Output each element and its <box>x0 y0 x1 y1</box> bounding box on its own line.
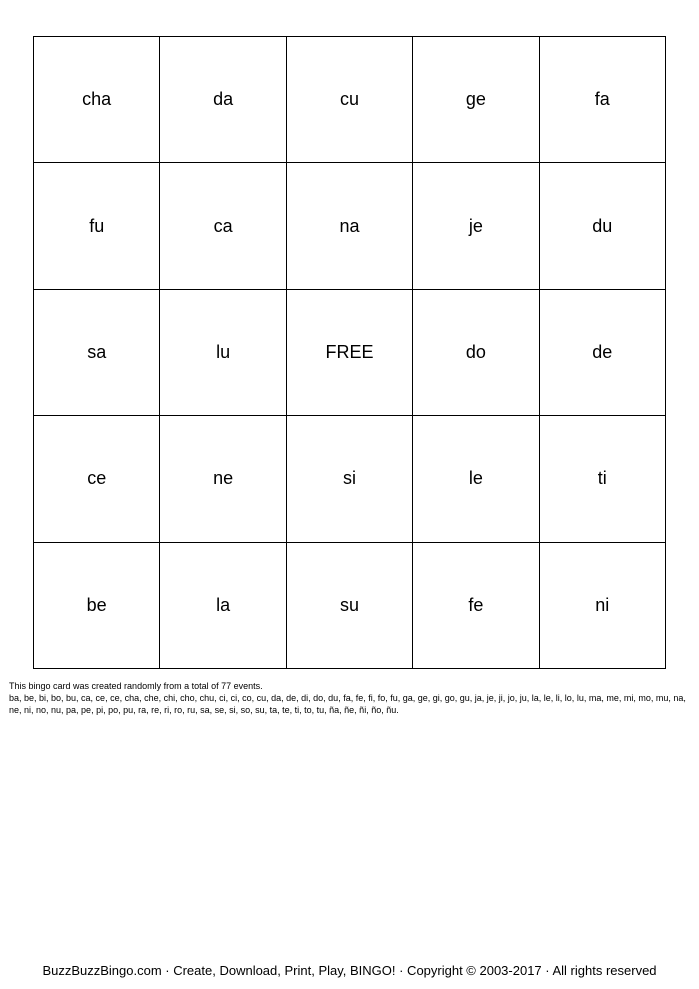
bingo-cell: si <box>287 416 413 542</box>
bingo-cell: du <box>540 163 666 289</box>
bingo-cell: ne <box>160 416 286 542</box>
bingo-cell: fe <box>413 543 539 669</box>
bingo-grid <box>33 36 666 669</box>
bingo-cell: la <box>160 543 286 669</box>
bingo-cell: be <box>34 543 160 669</box>
bingo-cell: ti <box>540 416 666 542</box>
bingo-cell-free: FREE <box>287 290 413 416</box>
bingo-cell: fu <box>34 163 160 289</box>
bingo-cell: ni <box>540 543 666 669</box>
bingo-cell: sa <box>34 290 160 416</box>
bingo-cell: je <box>413 163 539 289</box>
bingo-cell: ge <box>413 37 539 163</box>
card-info-events: ba, be, bi, bo, bu, ca, ce, ce, cha, che, chi, cho, chu, ci, ci, co, cu, da, de, di, do, du, fa, fe, fi, fo, fu, ga, ge, gi, go, gu, ja, je, ji, jo, ju, la, le, li, lo, lu, ma, me, mi, mo, mu, na, ne, ni, no, nu, pa, pe, pi, po, pu, ra, re, ri, ro, ru, sa, se, si, so, su, ta, te, ti, to, tu, ña, ñe, ñi, ño, ñu. <box>9 693 686 715</box>
bingo-cell: na <box>287 163 413 289</box>
bingo-cell: le <box>413 416 539 542</box>
bingo-cell: ca <box>160 163 286 289</box>
bingo-cell: cu <box>287 37 413 163</box>
card-info-intro: This bingo card was created randomly from a total of 77 events. <box>9 681 263 691</box>
card-info <box>9 680 689 716</box>
page-footer: BuzzBuzzBingo.com · Create, Download, Print, Play, BINGO! · Copyright © 2003-2017 · All rights reserved <box>42 963 657 978</box>
bingo-cell: do <box>413 290 539 416</box>
bingo-cell: da <box>160 37 286 163</box>
bingo-cell: ce <box>34 416 160 542</box>
bingo-cell: cha <box>34 37 160 163</box>
bingo-cell: lu <box>160 290 286 416</box>
bingo-cell: de <box>540 290 666 416</box>
bingo-cell: fa <box>540 37 666 163</box>
bingo-cell: su <box>287 543 413 669</box>
